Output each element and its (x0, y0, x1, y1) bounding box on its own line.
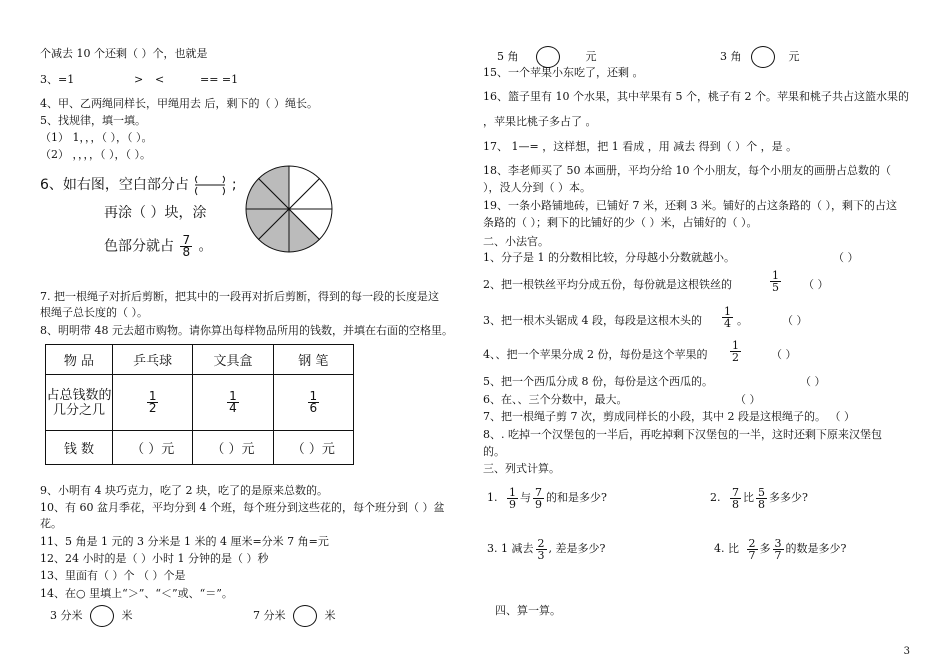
section-3-title: 三、列式计算。 (483, 462, 560, 475)
q6-text-c: 色部分就占 (104, 238, 174, 255)
judge-2: 2、把一根铁丝平均分成五份，每份就是这根铁丝的 (483, 278, 732, 291)
judge-5: 5、把一个西瓜分成 8 份，每份是这个西瓜的。 (483, 375, 713, 388)
q9-text: 9、小明有 4 块巧克力，吃了 2 块，吃了的是原来总数的。 (40, 484, 328, 497)
q6-line-1: 6、如右图，空白部分占 ; (40, 174, 237, 196)
circle-eighths-diagram (244, 164, 334, 254)
compare-row-top-2 (720, 45, 800, 69)
q18-line-a: 18、李老师买了 50 本画册，平均分给 10 个小朋友，每个小朋友的画册占总数的（ (483, 164, 891, 177)
q6-blank-fraction (193, 174, 227, 196)
q7-line-b: 根绳子总长度的（ ）。 (40, 306, 148, 319)
table-cell-money-2: （ ）元 (193, 431, 273, 465)
table-row-fraction-label: 占总钱数的 几分之几 (46, 375, 113, 431)
r0-item-c: 3 角 (720, 50, 742, 63)
q3-text: 3、=1 (40, 73, 75, 86)
judge-8-b: 的。 (483, 445, 505, 458)
section-4-title: 四、算一算。 (495, 604, 561, 617)
compare-circle[interactable] (751, 46, 775, 68)
judge-4-fraction: $\frac{1}{2}$ (732, 339, 739, 364)
judge-1: 1、分子是 1 的分数相比较，分母越小分数就越小。 (483, 251, 735, 264)
q8-text: 8、明明带 48 元去超市购物。请你算出每样物品所用的钱数，并填在右面的空格里。 (40, 324, 453, 337)
judge-7: 7、把一根绳子剪 7 次，剪成同样长的小段，其中 2 段是这根绳子的。 （ ） (483, 410, 855, 423)
q10-line-a: 10、有 60 盆月季花，平均分到 4 个班，每个班分到这些花的，每个班分到（ ）盆 (40, 501, 445, 514)
table-cell-fraction-2: $\frac{1}{4}$ (193, 375, 273, 431)
judge-4-paren: （ ） (771, 348, 797, 361)
q13-text: 13、里面有（ ）个 （ ）个是 (40, 569, 186, 582)
judge-3-period: 。 (737, 314, 748, 327)
judge-1-paren: （ ） (833, 251, 859, 264)
section-2-title: 二、小法官。 (483, 235, 549, 248)
calc-2: 2. $\frac{7}{8}$ 比 $\frac{5}{8}$ 多多少? (710, 485, 808, 511)
q14-compare-row (50, 604, 133, 628)
judge-5-paren: （ ） (800, 375, 826, 388)
q11-text: 11、5 角是 1 元的 3 分米是 1 米的 4 厘米=分米 7 角=元 (40, 535, 329, 548)
q5-pattern-1: （1） 1，，，（ ），（ ）。 (40, 131, 153, 144)
q12-text: 12、24 小时的是（ ）小时 1 分钟的是（ ）秒 (40, 552, 269, 565)
compare-circle[interactable] (293, 605, 317, 627)
table-header-pingpong: 乒乓球 (113, 345, 193, 375)
q5-pattern-2: （2） ，，，，（ ），（ ）。 (40, 148, 151, 161)
table-header-item: 物 品 (46, 345, 113, 375)
q6-text-a: 6、如右图，空白部分占 (40, 177, 189, 193)
q18-line-b: ），没人分到（ ）本。 (483, 181, 591, 194)
q14-compare-row-2 (253, 604, 336, 628)
judge-2-fraction: $\frac{1}{5}$ (772, 269, 779, 294)
shopping-table (45, 344, 354, 465)
q3-gt: > (134, 73, 144, 86)
table-row-money-label: 钱 数 (46, 431, 113, 465)
q3-lt: < (155, 73, 165, 86)
judge-6: 6、在、、三个分数中，最大。 (483, 393, 628, 406)
q6-line-3: 色部分就占 $\frac{7}{8}$ 。 (104, 233, 213, 259)
q4-text: 4、甲、乙两绳同样长，甲绳用去 后，剩下的（ ）绳长。 (40, 97, 318, 110)
calc-1: 1. $\frac{1}{9}$ 与 $\frac{7}{9}$ 的和是多少? (487, 485, 607, 511)
q7-line-a: 7. 把一根绳子对折后剪断，把其中的一段再对折后剪断，得到的每一段的长度是这 (40, 290, 439, 303)
q14-item-c: 7 分米 (253, 609, 286, 622)
q5-text: 5、找规律，填一填。 (40, 114, 146, 127)
q14-text: 14、在○ 里填上“＞”、“＜”或、“＝”。 (40, 587, 233, 600)
table-cell-money-3: （ ）元 (273, 431, 353, 465)
q6-fraction: $\frac{7}{8}$ (182, 233, 191, 259)
q17-text: 17、 1—= ，这样想，把 1 看成 ，用 减去 得到（ ）个 ，是 。 (483, 140, 798, 153)
judge-4: 4、、把一个苹果分成 2 份，每份是这个苹果的 (483, 348, 708, 361)
judge-8: 8、. 吃掉一个汉堡包的一半后，再吃掉剩下汉堡包的一半，这时还剩下原来汉堡包 (483, 428, 882, 441)
q19-line-b: 条路的（ ）；剩下的比铺好的少（ ）米，占铺好的（ ）。 (483, 216, 758, 229)
compare-circle[interactable] (536, 46, 560, 68)
table-header-pen: 钢 笔 (273, 345, 353, 375)
q14-item-b: 米 (121, 609, 133, 622)
judge-3-fraction: $\frac{1}{4}$ (724, 305, 731, 330)
r0-item-b: 元 (585, 50, 597, 63)
q3-eq: == =1 (200, 73, 239, 86)
q10-line-b: 花。 (40, 517, 62, 530)
table-cell-money-1: （ ）元 (113, 431, 193, 465)
page-number: 3 (903, 646, 910, 657)
calc-4: 4. 比 $\frac{2}{7}$ 多 $\frac{3}{7}$ 的数是多少? (714, 536, 847, 562)
calc-3: 3. 1 减去 $\frac{2}{3}$ , 差是多少? (487, 536, 606, 562)
q16-line-b: ，苹果比桃子多占了 。 (483, 115, 597, 128)
q15-text: 15、一个苹果小东吃了，还剩 。 (483, 66, 644, 79)
table-cell-fraction-1: $\frac{1}{2}$ (113, 375, 193, 431)
q19-line-a: 19、一条小路铺地砖，已铺好 7 米，还剩 3 米。铺好的占这条路的（ ），剩下的占这 (483, 199, 897, 212)
q14-item-d: 米 (324, 609, 336, 622)
line-1: 个减去 10 个还剩（ ）个，也就是 (40, 47, 208, 60)
compare-circle[interactable] (90, 605, 114, 627)
table-cell-fraction-3: $\frac{1}{6}$ (273, 375, 353, 431)
q16-line-a: 16、篮子里有 10 个水果，其中苹果有 5 个，桃子有 2 个。苹果和桃子共占这篮水果的 (483, 90, 909, 103)
judge-2-paren: （ ） (803, 278, 829, 291)
r0-item-d: 元 (788, 50, 800, 63)
r0-item-a: 5 角 (497, 50, 519, 63)
table-header-pencilbox: 文具盒 (193, 345, 273, 375)
judge-3: 3、把一根木头锯成 4 段，每段是这根木头的 (483, 314, 702, 327)
judge-3-paren: （ ） (782, 314, 808, 327)
q14-item-a: 3 分米 (50, 609, 83, 622)
judge-6-paren: （ ） (735, 393, 761, 406)
q6-text-b: 再涂（ ）块，涂 (104, 205, 207, 221)
